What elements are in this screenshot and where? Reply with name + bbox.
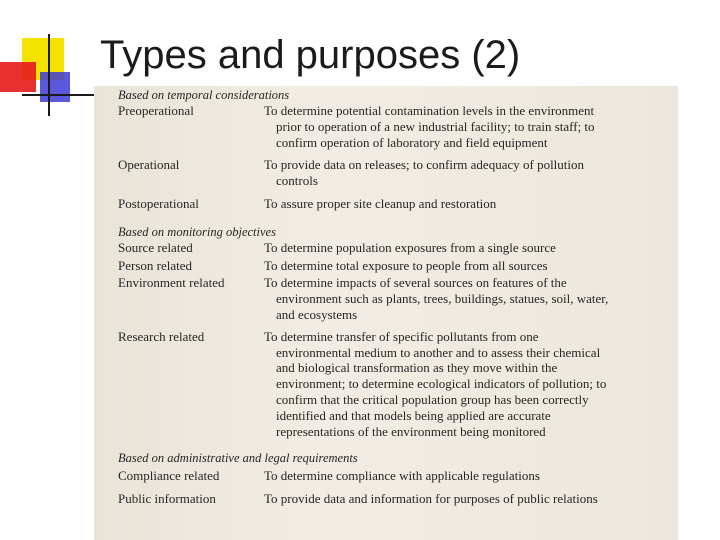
table-section [118, 451, 666, 507]
description-line: representations of the environment being monitored [276, 423, 546, 439]
logo-vertical-line [48, 34, 50, 116]
table-row [118, 103, 666, 150]
description-line: To determine impacts of several sources on features of the [264, 275, 567, 291]
section-heading: Based on monitoring objectives [118, 224, 276, 239]
logo-horizontal-line [22, 94, 98, 96]
description-line: To determine potential contamination levels in the environment [264, 103, 595, 118]
row-term: Operational [118, 157, 180, 173]
row-term: Postoperational [118, 195, 199, 211]
section-heading: Based on temporal considerations [118, 88, 290, 102]
row-description [264, 468, 666, 484]
logo-blue-square [40, 72, 70, 102]
description-line: To provide data on releases; to confirm adequacy of pollution [264, 157, 585, 173]
description-line: prior to operation of a new industrial facility; to train staff; to [276, 118, 595, 134]
row-description [264, 157, 666, 189]
description-line: To determine transfer of specific pollutants from one [264, 328, 539, 344]
description-line: environment; to determine ecological indicators of pollution; to [276, 376, 607, 392]
table-row [118, 240, 666, 256]
table-row [118, 329, 666, 440]
row-term: Person related [118, 257, 193, 273]
section-heading: Based on administrative and legal requirements [118, 451, 358, 466]
row-term: Research related [118, 328, 205, 344]
description-line: To determine compliance with applicable regulations [264, 468, 540, 484]
row-description [264, 196, 666, 212]
row-description [264, 491, 666, 507]
row-description [264, 103, 666, 150]
row-description [264, 258, 666, 274]
purposes-table [118, 88, 666, 507]
description-line: To provide data and information for purposes of public relations [264, 491, 598, 507]
description-line: To determine population exposures from a single source [264, 239, 556, 255]
row-term: Public information [118, 491, 216, 507]
table-row [118, 157, 666, 189]
row-term: Preoperational [118, 103, 194, 118]
table-section [118, 225, 666, 440]
page-title: Types and purposes (2) [100, 33, 521, 77]
description-line: confirm that the critical population group has been correctly [276, 391, 589, 407]
description-line: environmental medium to another and to assess their chemical [276, 344, 601, 360]
description-line: and biological transformation as they move within the [276, 360, 558, 376]
row-term: Compliance related [118, 468, 220, 484]
description-line: controls [276, 173, 318, 189]
table-row [118, 196, 666, 212]
table-row [118, 275, 666, 322]
table-row [118, 468, 666, 484]
description-line: To assure proper site cleanup and restoration [264, 195, 497, 211]
row-description [264, 275, 666, 322]
row-description [264, 329, 666, 440]
description-line: environment such as plants, trees, buildings, statues, soil, water, [276, 291, 609, 307]
description-line: and ecosystems [276, 306, 358, 322]
description-line: identified and that models being applied are accurate [276, 407, 551, 423]
logo-red-square [0, 62, 36, 92]
row-term: Source related [118, 239, 193, 255]
row-description [264, 240, 666, 256]
row-term: Environment related [118, 275, 225, 291]
description-line: To determine total exposure to people from all sources [264, 257, 548, 273]
scanned-table-image [94, 86, 678, 540]
table-section [118, 88, 666, 212]
table-row [118, 258, 666, 274]
table-row [118, 491, 666, 507]
description-line: confirm operation of laboratory and field equipment [276, 134, 548, 150]
